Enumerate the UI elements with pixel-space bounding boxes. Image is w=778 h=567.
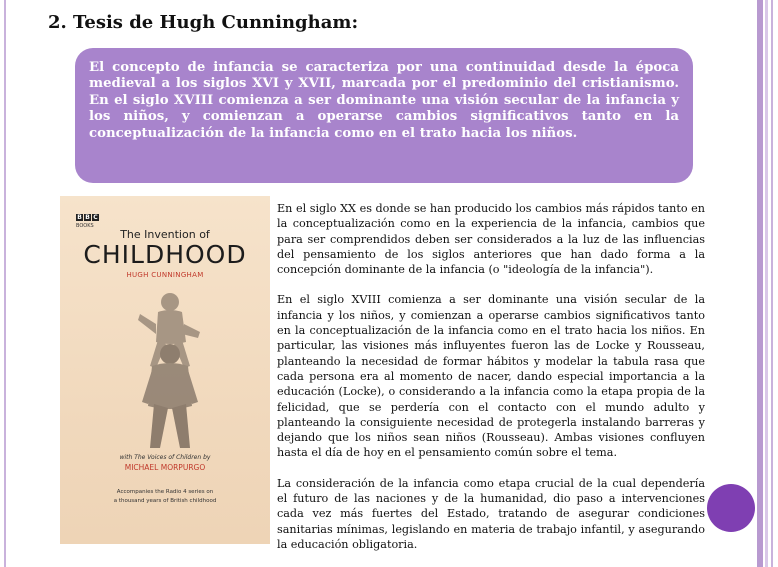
bbc-books-label: BOOKS	[76, 223, 94, 229]
book-coauthor: MICHAEL MORPURGO	[124, 463, 206, 472]
book-title: CHILDHOOD	[83, 240, 247, 269]
book-pre-title: The Invention of	[120, 228, 210, 241]
section-heading: 2. Tesis de Hugh Cunningham:	[48, 12, 359, 33]
paragraph-3: La consideración de la infancia como etapa crucial de la cual dependería el futuro de las naciones y de la humanidad, dio paso a intervenciones cada vez más fuertes del Estado, tratando de asegurar condiciones sanitarias mínimas, legislando en materia de trabajo infantil, y asegurando la educación obligatoria.	[277, 476, 705, 551]
body-text	[277, 201, 705, 567]
child-on-shoulders-illustration	[112, 284, 222, 452]
right-border-bar	[757, 0, 763, 567]
highlight-callout: El concepto de infancia se caracteriza por una continuidad desde la época medieval a los siglos XVI y XVII, marcada por el predominio del cristianismo. En el siglo XVIII comienza a ser dominante una visión secular de la infancia y los niños, y comienzan a operarse cambios significativos tanto en la conceptualización de la infancia como en el trato hacia los niños.	[75, 48, 693, 183]
left-border-line	[4, 0, 6, 567]
book-cover-image	[60, 196, 270, 544]
right-border-bar-thin	[771, 0, 773, 567]
accent-circle	[707, 484, 755, 532]
book-with-line: with The Voices of Children by	[119, 454, 211, 461]
book-tagline-2: a thousand years of British childhood	[113, 498, 217, 504]
book-tagline-1: Accompanies the Radio 4 series on	[116, 489, 214, 495]
right-border-bar-light	[765, 0, 768, 567]
paragraph-2: En el siglo XVIII comienza a ser dominante una visión secular de la infancia y los niños, y comienzan a operarse cambios significativos tanto en la conceptualización de la infancia como en el trato hacia los niños. En particular, las visiones más influyentes fueron las de Locke y Rousseau, planteando la necesidad de formar hábitos y modelar la tabula rasa que cada persona era al momento de nacer, dando especial importancia a la educación (Locke), o considerando a la infancia como la etapa propia de la felicidad, que se perdería con el contacto con el mundo adulto y planteando la consiguiente necesidad de protegerla instalando barreras y dejando que los niños sean niños (Rousseau). Ambas visiones confluyen hasta el día de hoy en el pensamiento común sobre el tema.	[277, 293, 705, 460]
paragraph-1: En el siglo XX es donde se han producido los cambios más rápidos tanto en la conceptualización como en la experiencia de la infancia, cambios que para ser comprendidos deben ser considerados a la luz de las influencias del pensamiento de los siglos anteriores que han dado forma a la concepción dominante de la infancia (o "ideología de la infancia").	[277, 202, 705, 277]
bbc-logo: B B C	[77, 214, 98, 221]
book-author: HUGH CUNNINGHAM	[126, 271, 204, 279]
